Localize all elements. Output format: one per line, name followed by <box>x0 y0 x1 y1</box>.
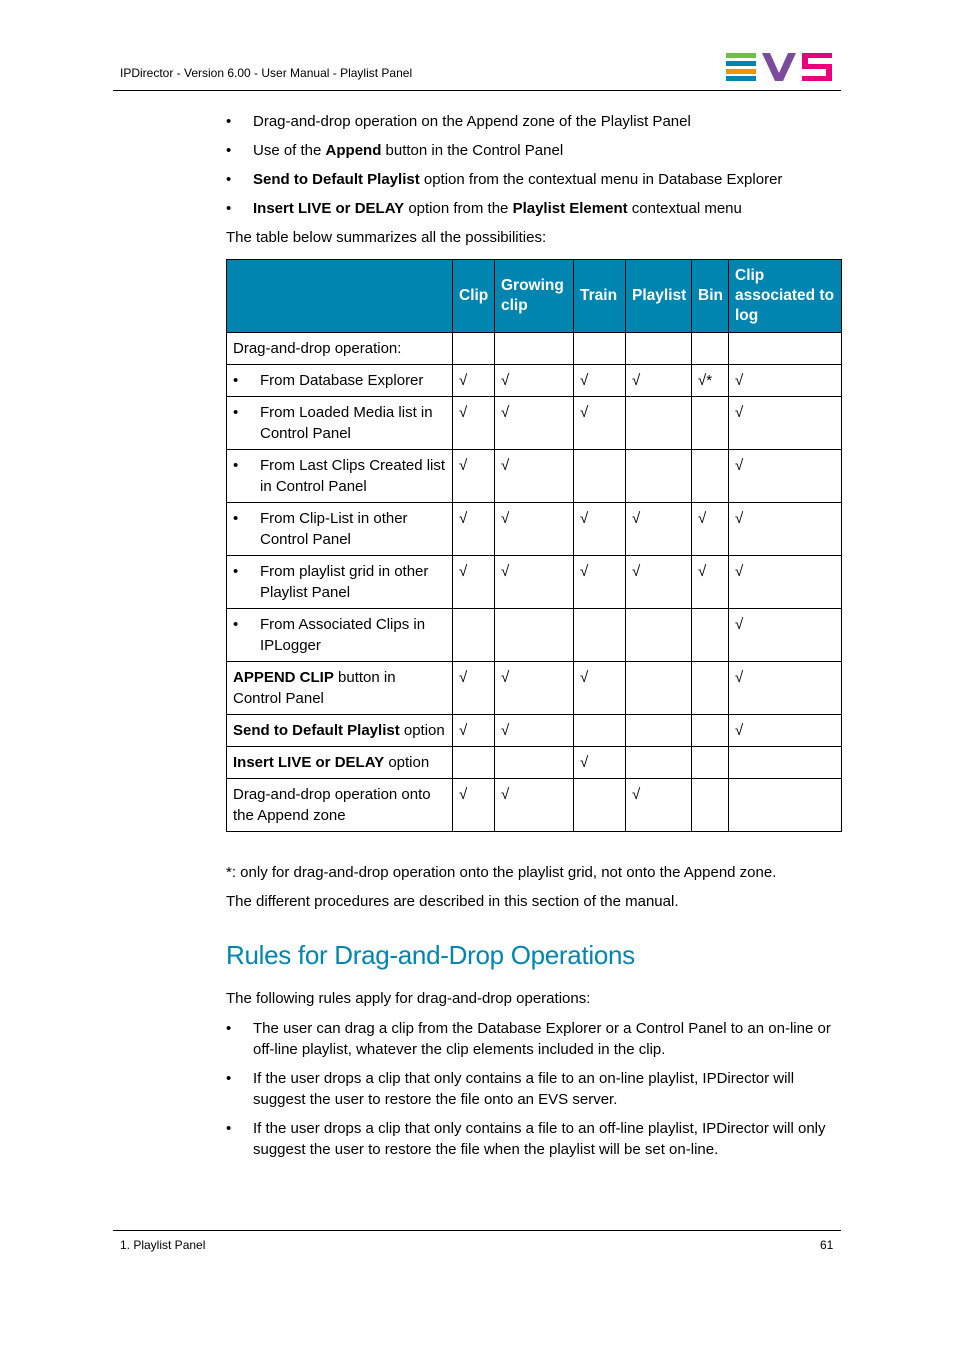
rule-text: If the user drops a clip that only contains a file to an on-line playlist, IPDirector will suggest the user to restore the file onto an EVS server. <box>253 1070 795 1108</box>
table-row <box>227 662 842 715</box>
bullet-icon: • <box>226 1070 232 1087</box>
bold-term: Append <box>325 142 382 159</box>
check-cell: √ <box>495 503 574 556</box>
item-text: option from the <box>404 200 513 217</box>
row-label-text: From Clip-List in other Control Panel <box>260 510 408 548</box>
evs-logo <box>726 53 834 81</box>
check-cell <box>626 747 692 779</box>
row-label <box>227 779 453 832</box>
check-cell <box>453 747 495 779</box>
table-row <box>227 609 842 662</box>
bullet-icon: • <box>226 200 232 217</box>
check-cell <box>495 747 574 779</box>
bullet-icon: • <box>233 457 239 474</box>
check-cell: √ <box>729 397 842 450</box>
check-cell: √ <box>453 397 495 450</box>
sub-item <box>233 508 446 550</box>
row-label <box>227 715 453 747</box>
check-cell: √ <box>626 503 692 556</box>
row-label-text: From Database Explorer <box>260 372 424 389</box>
check-cell <box>574 609 626 662</box>
check-cell: √ <box>626 556 692 609</box>
check-cell: √ <box>626 365 692 397</box>
row-label <box>227 503 453 556</box>
check-cell: √ <box>574 365 626 397</box>
table-row <box>227 333 842 365</box>
check-cell: √ <box>574 503 626 556</box>
rule-item <box>226 1118 841 1160</box>
sub-item <box>233 561 446 603</box>
bullet-icon: • <box>226 142 232 159</box>
check-cell: √ <box>495 556 574 609</box>
method-item <box>226 199 841 228</box>
method-item <box>226 112 841 141</box>
check-cell: √ <box>453 503 495 556</box>
check-cell: √ <box>574 662 626 715</box>
table-row <box>227 556 842 609</box>
item-text: Drag-and-drop operation on the Append zone of the Playlist Panel <box>253 113 691 130</box>
bold-term: Insert LIVE or DELAY <box>253 200 405 217</box>
sub-item <box>233 614 446 656</box>
check-cell: √ <box>729 715 842 747</box>
check-cell: √ <box>626 779 692 832</box>
item-text: contextual menu <box>627 200 742 217</box>
check-cell: √ <box>729 503 842 556</box>
check-cell: √ <box>729 450 842 503</box>
check-cell <box>692 609 729 662</box>
rule-text: If the user drops a clip that only contains a file to an off-line playlist, IPDirector will only suggest the user to restore the file when the playlist will be set on-line. <box>253 1120 826 1158</box>
check-cell: √ <box>495 450 574 503</box>
row-label <box>227 333 453 365</box>
check-cell <box>574 333 626 365</box>
item-text: Use of the <box>253 142 326 159</box>
bullet-icon: • <box>233 563 239 580</box>
header-divider <box>113 90 841 91</box>
footnote: *: only for drag-and-drop operation onto the playlist grid, not onto the Append zone. <box>226 864 777 881</box>
check-cell: √ <box>692 556 729 609</box>
item-text: button in the Control Panel <box>381 142 564 159</box>
check-cell <box>692 662 729 715</box>
check-cell <box>692 715 729 747</box>
footer-chapter: 1. Playlist Panel <box>120 1238 206 1252</box>
rule-item <box>226 1018 841 1060</box>
check-cell: √ <box>453 715 495 747</box>
table-row <box>227 450 842 503</box>
row-label-text: From Associated Clips in IPLogger <box>260 616 426 654</box>
check-cell: √ <box>453 450 495 503</box>
row-label-text: From Last Clips Created list in Control Panel <box>260 457 446 495</box>
row-label-text: From Loaded Media list in Control Panel <box>260 404 433 442</box>
item-text: option from the contextual menu in Database Explorer <box>419 171 783 188</box>
check-cell <box>626 450 692 503</box>
rule-text: The user can drag a clip from the Database Explorer or a Control Panel to an on-line or off-line playlist, whatever the clip elements included in the clip. <box>253 1020 831 1058</box>
row-label-text: Drag-and-drop operation: <box>233 340 402 357</box>
check-cell <box>692 747 729 779</box>
bullet-icon: • <box>226 1020 232 1037</box>
procedures-note: The different procedures are described in this section of the manual. <box>226 893 679 910</box>
check-cell: √ <box>453 779 495 832</box>
table-row <box>227 747 842 779</box>
check-cell <box>692 779 729 832</box>
bold-term: APPEND CLIP <box>233 669 334 686</box>
row-label <box>227 556 453 609</box>
row-label <box>227 397 453 450</box>
check-cell <box>692 450 729 503</box>
row-label-text: Drag-and-drop operation onto the Append zone <box>233 786 431 824</box>
row-label <box>227 747 453 779</box>
section-intro: The following rules apply for drag-and-drop operations: <box>226 990 591 1007</box>
row-label <box>227 365 453 397</box>
check-cell: √ <box>692 503 729 556</box>
check-cell: √ <box>495 397 574 450</box>
table-row <box>227 715 842 747</box>
sub-item <box>233 370 446 391</box>
check-cell <box>626 333 692 365</box>
check-cell: √ <box>495 715 574 747</box>
table-row <box>227 503 842 556</box>
page-number: 61 <box>820 1238 834 1252</box>
check-cell <box>453 609 495 662</box>
check-cell: √ <box>729 365 842 397</box>
check-cell <box>495 333 574 365</box>
table-intro: The table below summarizes all the possibilities: <box>226 229 547 246</box>
check-cell: √ <box>453 556 495 609</box>
column-header: Growing clip <box>495 260 574 333</box>
row-label <box>227 450 453 503</box>
method-item <box>226 141 841 170</box>
check-cell: √ <box>495 662 574 715</box>
row-label-text: From playlist grid in other Playlist Panel <box>260 563 429 601</box>
check-cell <box>729 779 842 832</box>
check-cell <box>574 715 626 747</box>
bullet-icon: • <box>226 113 232 130</box>
bullet-icon: • <box>226 1120 232 1137</box>
table-row <box>227 397 842 450</box>
bold-term: Insert LIVE or DELAY <box>233 754 385 771</box>
check-cell: √ <box>495 365 574 397</box>
bold-term: Send to Default Playlist <box>253 171 420 188</box>
column-header: Clip associated to log <box>729 260 842 333</box>
check-cell: √ <box>729 662 842 715</box>
check-cell: √ <box>495 779 574 832</box>
check-cell <box>626 609 692 662</box>
sub-item <box>233 402 446 444</box>
check-cell <box>626 397 692 450</box>
possibilities-table <box>226 259 842 832</box>
check-cell: √ <box>574 556 626 609</box>
running-header: IPDirector - Version 6.00 - User Manual - Playlist Panel <box>120 66 413 80</box>
check-cell <box>626 662 692 715</box>
column-header: Train <box>574 260 626 333</box>
check-cell: √* <box>692 365 729 397</box>
check-cell <box>729 333 842 365</box>
section-title: Rules for Drag-and-Drop Operations <box>226 940 635 970</box>
sub-item <box>233 455 446 497</box>
bullet-icon: • <box>233 616 239 633</box>
rule-item <box>226 1068 841 1110</box>
check-cell <box>495 609 574 662</box>
rules-list <box>226 1018 841 1168</box>
check-cell <box>626 715 692 747</box>
check-cell <box>574 450 626 503</box>
methods-list <box>226 112 841 228</box>
check-cell: √ <box>453 662 495 715</box>
check-cell <box>453 333 495 365</box>
table-header-row <box>227 260 842 333</box>
row-label <box>227 609 453 662</box>
check-cell <box>574 779 626 832</box>
row-label-text: option <box>399 722 445 739</box>
row-label-text: button in Control Panel <box>233 669 396 707</box>
bullet-icon: • <box>233 404 239 421</box>
column-header: Clip <box>453 260 495 333</box>
check-cell: √ <box>729 609 842 662</box>
row-label-text: option <box>384 754 430 771</box>
check-cell: √ <box>574 747 626 779</box>
check-cell: √ <box>729 556 842 609</box>
footer-divider <box>113 1230 841 1231</box>
row-label <box>227 662 453 715</box>
check-cell: √ <box>453 365 495 397</box>
bullet-icon: • <box>233 510 239 527</box>
table-row <box>227 365 842 397</box>
check-cell <box>692 333 729 365</box>
column-header: Bin <box>692 260 729 333</box>
check-cell <box>692 397 729 450</box>
column-header: Playlist <box>626 260 692 333</box>
method-item <box>226 170 841 199</box>
bold-term: Playlist Element <box>512 200 628 217</box>
check-cell <box>729 747 842 779</box>
table-row <box>227 779 842 832</box>
column-header <box>227 260 453 333</box>
bold-term: Send to Default Playlist <box>233 722 400 739</box>
bullet-icon: • <box>226 171 232 188</box>
bullet-icon: • <box>233 372 239 389</box>
check-cell: √ <box>574 397 626 450</box>
